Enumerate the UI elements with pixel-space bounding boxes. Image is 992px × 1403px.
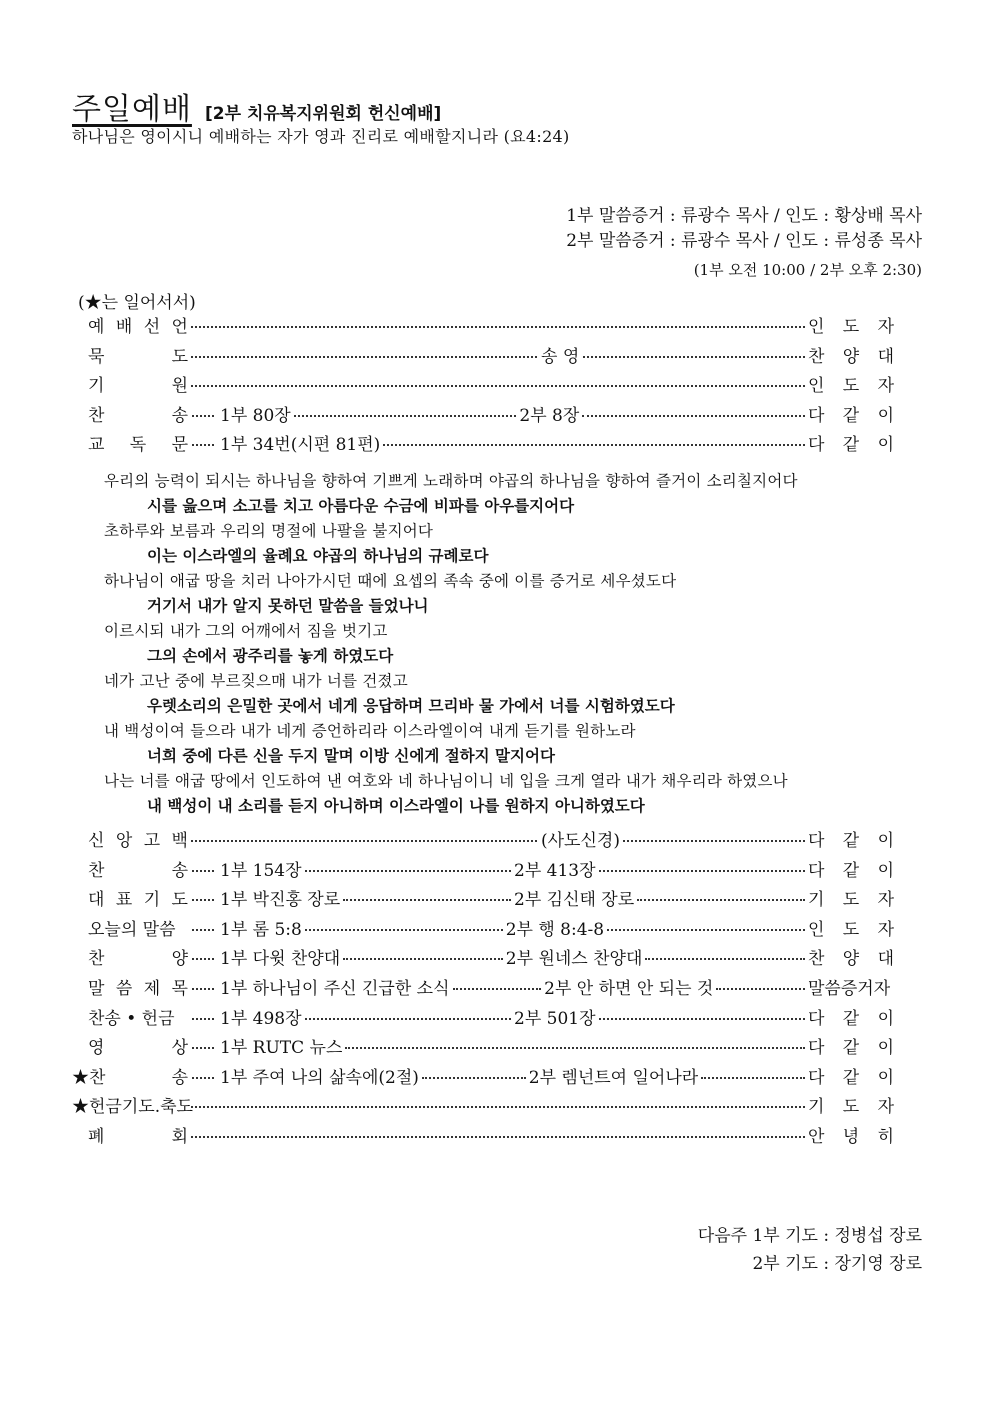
dot-leader bbox=[192, 1018, 214, 1020]
order-performer bbox=[808, 856, 894, 881]
order-label-char: 백 bbox=[171, 831, 188, 851]
dot-leader bbox=[599, 1018, 805, 1020]
order-performer-char: 인 bbox=[808, 376, 825, 397]
order-label bbox=[88, 826, 188, 851]
reading-people-line: 그의 손에서 광주리를 놓게 하였도다 bbox=[147, 647, 394, 665]
order-performer-char: 같 bbox=[842, 435, 860, 456]
order-detail-1: 1부 80장 bbox=[220, 405, 291, 426]
dot-leader bbox=[192, 929, 214, 931]
order-label bbox=[88, 856, 188, 881]
order-performer-char: 같 bbox=[842, 1038, 860, 1059]
reading-leader-line: 나는 너를 애굽 땅에서 인도하여 낸 여호와 네 하나님이니 네 입을 크게 열라 내가 채우리라 하였으나 bbox=[104, 772, 788, 790]
order-performer-char: 도 bbox=[842, 919, 860, 940]
dot-leader bbox=[191, 326, 805, 328]
order-performer-char: 다 bbox=[808, 1038, 825, 1059]
order-detail-1: 1부 롬 5:8 bbox=[220, 919, 302, 940]
dot-leader bbox=[343, 899, 511, 901]
reading-leader-line: 하나님이 애굽 땅을 치러 나아가시던 때에 요셉의 족속 중에 이를 증거로 세우셨도다 bbox=[104, 572, 677, 590]
order-performer bbox=[808, 974, 894, 999]
order-performer-char: 다 bbox=[808, 1008, 825, 1029]
order-performer bbox=[808, 401, 894, 426]
order-performer-char: 이 bbox=[877, 405, 894, 426]
dot-leader bbox=[192, 415, 214, 417]
order-performer-char: 대 bbox=[877, 346, 894, 367]
order-label-char: 독 bbox=[129, 435, 147, 456]
dot-leader bbox=[191, 385, 805, 387]
order-performer-char: 말씀증거자 bbox=[808, 978, 891, 999]
order-label-char: 앙 bbox=[115, 831, 133, 851]
order-performer-char: 히 bbox=[877, 1126, 894, 1147]
order-detail-1: 1부 하나님이 주신 긴급한 소식 bbox=[220, 978, 450, 999]
page-title: 주일예배 bbox=[72, 92, 192, 127]
order-performer-char: 이 bbox=[877, 831, 894, 851]
service-times: (1부 오전 10:00 / 2부 오후 2:30) bbox=[693, 261, 922, 279]
order-performer-char: 인 bbox=[808, 317, 825, 337]
order-performer-char: 안 bbox=[808, 1126, 825, 1147]
dot-leader bbox=[607, 929, 805, 931]
order-label-char: 회 bbox=[171, 1126, 188, 1147]
order-label-char: 선 bbox=[143, 317, 161, 337]
dot-leader bbox=[716, 988, 805, 990]
dot-leader bbox=[192, 870, 214, 872]
order-row bbox=[88, 826, 894, 856]
order-performer-char: 자 bbox=[877, 919, 894, 940]
order-performer-char: 기 bbox=[808, 890, 825, 911]
dot-leader bbox=[637, 899, 805, 901]
dot-leader bbox=[305, 870, 511, 872]
order-performer-char: 다 bbox=[808, 1067, 825, 1088]
dot-leader bbox=[294, 415, 517, 417]
order-label bbox=[72, 1063, 188, 1088]
order-row bbox=[88, 974, 894, 1004]
order-performer-char: 다 bbox=[808, 435, 825, 456]
order-performer-char: 자 bbox=[877, 317, 894, 337]
order-detail-2: 2부 원네스 찬양대 bbox=[505, 949, 643, 970]
dot-leader bbox=[701, 1077, 805, 1079]
order-performer-char: 같 bbox=[842, 1008, 860, 1029]
order-detail-1: 1부 RUTC 뉴스 bbox=[220, 1038, 343, 1059]
reading-people-line: 너희 중에 다른 신을 두지 말며 이방 신에게 절하지 말지어다 bbox=[147, 747, 555, 765]
reading-people-line: 시를 읊으며 소고를 치고 아름다운 수금에 비파를 아우를지어다 bbox=[147, 497, 575, 515]
reading-people-line: 우렛소리의 은밀한 곳에서 네게 응답하며 므리바 물 가에서 너를 시험하였도다 bbox=[147, 697, 675, 715]
order-row bbox=[88, 1033, 894, 1063]
dot-leader bbox=[582, 415, 805, 417]
order-detail-1: 1부 154장 bbox=[220, 860, 302, 881]
order-performer-char: 양 bbox=[842, 346, 860, 367]
dot-leader bbox=[192, 1077, 214, 1079]
order-label-char: 상 bbox=[171, 1038, 188, 1059]
dot-leader bbox=[191, 840, 805, 842]
order-label-char: 찬 bbox=[88, 949, 105, 970]
order-row bbox=[88, 342, 894, 372]
order-performer bbox=[808, 915, 894, 940]
order-detail-1: 1부 34번(시편 81편) bbox=[220, 435, 381, 456]
order-label-char: ★찬 bbox=[72, 1067, 106, 1088]
dot-leader bbox=[191, 1106, 805, 1108]
order-performer-char: 양 bbox=[842, 949, 860, 970]
order-performer-char: 자 bbox=[877, 890, 894, 911]
order-label-char: 예 bbox=[88, 317, 105, 337]
order-row bbox=[88, 885, 894, 915]
order-performer bbox=[808, 430, 894, 455]
dot-leader bbox=[343, 958, 503, 960]
page-subtitle: [2부 치유복지위원회 헌신예배] bbox=[205, 104, 442, 124]
order-performer bbox=[808, 371, 894, 396]
order-performer bbox=[808, 1122, 894, 1147]
order-row bbox=[72, 1063, 895, 1093]
order-label-char: 찬 bbox=[88, 405, 105, 426]
order-label-char: 묵 bbox=[88, 346, 105, 367]
order-performer bbox=[808, 944, 894, 969]
order-performer-char: 도 bbox=[842, 890, 860, 911]
order-row bbox=[88, 371, 894, 401]
reading-leader-line: 초하루와 보름과 우리의 명절에 나팔을 불지어다 bbox=[104, 522, 434, 540]
minister-line-2: 2부 말씀증거 : 류광수 목사 / 인도 : 류성종 목사 bbox=[566, 231, 922, 251]
order-label bbox=[88, 371, 188, 396]
order-detail-1: 1부 박진홍 장로 bbox=[220, 890, 341, 911]
order-performer-char: 같 bbox=[842, 1067, 860, 1088]
order-performer-char: 인 bbox=[808, 919, 825, 940]
order-performer-char: 녕 bbox=[842, 1126, 860, 1147]
order-label-char: 영 bbox=[88, 1038, 105, 1059]
dot-leader bbox=[599, 870, 805, 872]
order-detail-1: 1부 다윗 찬양대 bbox=[220, 949, 341, 970]
order-detail-1: 1부 주여 나의 삶속에(2절) bbox=[220, 1067, 419, 1088]
order-of-service-top bbox=[88, 312, 894, 460]
order-label-char: 도 bbox=[171, 346, 188, 367]
order-row bbox=[88, 856, 894, 886]
order-label-char: ★헌금기도.축도 bbox=[72, 1097, 193, 1118]
next-week-line-2: 2부 기도 : 장기영 장로 bbox=[752, 1254, 922, 1274]
order-detail-2: 2부 행 8:4-8 bbox=[505, 919, 605, 940]
page-header bbox=[72, 84, 441, 128]
order-performer bbox=[808, 1063, 894, 1088]
dot-leader bbox=[192, 988, 214, 990]
order-label bbox=[88, 1004, 188, 1029]
order-label bbox=[88, 401, 188, 426]
order-performer-char: 찬 bbox=[808, 346, 825, 367]
order-performer-char: 이 bbox=[877, 435, 894, 456]
order-performer-char: 다 bbox=[808, 831, 825, 851]
order-performer-char: 이 bbox=[877, 1067, 895, 1088]
order-of-service-bottom bbox=[72, 826, 895, 1152]
order-performer bbox=[808, 312, 894, 337]
order-detail-2: 2부 안 하면 안 되는 것 bbox=[544, 978, 714, 999]
order-label-char: 목 bbox=[171, 978, 188, 999]
order-performer-char: 이 bbox=[877, 860, 894, 881]
order-label bbox=[88, 1122, 188, 1147]
order-performer-char: 같 bbox=[842, 831, 860, 851]
order-label-char: 신 bbox=[88, 831, 105, 851]
dot-leader bbox=[192, 1047, 214, 1049]
order-performer-char: 다 bbox=[808, 860, 825, 881]
reading-leader-line: 내 백성이여 들으라 내가 네게 증언하리라 이스라엘이여 내게 듣기를 원하노라 bbox=[104, 722, 636, 740]
order-label bbox=[88, 342, 188, 367]
theme-verse: 하나님은 영이시니 예배하는 자가 영과 진리로 예배할지니라 (요4:24) bbox=[72, 127, 570, 146]
order-label bbox=[88, 312, 188, 337]
order-performer-char: 찬 bbox=[808, 949, 825, 970]
order-label-char: 폐 bbox=[88, 1126, 105, 1147]
reading-leader-line: 우리의 능력이 되시는 하나님을 향하여 기쁘게 노래하며 야곱의 하나님을 향하여 즐거이 소리칠지어다 bbox=[104, 472, 798, 490]
order-label-char: 언 bbox=[171, 317, 188, 337]
order-label-char: 고 bbox=[143, 831, 161, 851]
order-row bbox=[88, 401, 894, 431]
order-label-char: 대 bbox=[88, 890, 105, 911]
order-row bbox=[88, 312, 894, 342]
reading-leader-line: 네가 고난 중에 부르짖으매 내가 너를 건졌고 bbox=[104, 672, 408, 690]
order-performer-char: 자 bbox=[877, 1097, 894, 1118]
order-label-char: 말 bbox=[88, 978, 105, 999]
order-label-char: 양 bbox=[171, 949, 188, 970]
dot-leader bbox=[305, 929, 503, 931]
reading-people-line: 이는 이스라엘의 율례요 야곱의 하나님의 규례로다 bbox=[147, 547, 489, 565]
order-center-text: 송 영 bbox=[538, 342, 582, 367]
order-label bbox=[88, 915, 188, 940]
order-row bbox=[88, 1004, 894, 1034]
order-center-text: (사도신경) bbox=[538, 826, 623, 851]
order-detail-2: 2부 501장 bbox=[514, 1008, 596, 1029]
order-label bbox=[88, 885, 188, 910]
reading-people-line: 거기서 내가 알지 못하던 말씀을 들었나니 bbox=[147, 597, 429, 615]
order-performer-char: 이 bbox=[877, 1038, 894, 1059]
order-label-char: 교 bbox=[88, 435, 105, 456]
reading-leader-line: 이르시되 내가 그의 어깨에서 짐을 벗기고 bbox=[104, 622, 388, 640]
order-label-char: 찬 bbox=[88, 860, 105, 881]
order-performer-char: 이 bbox=[877, 1008, 894, 1029]
order-label-char: 제 bbox=[143, 978, 161, 999]
order-label-char: 표 bbox=[115, 890, 133, 911]
order-label-char: 기 bbox=[143, 890, 161, 911]
order-label-char: 송 bbox=[171, 1067, 188, 1088]
order-label-char: 씀 bbox=[115, 978, 133, 999]
dot-leader bbox=[191, 356, 805, 358]
order-label-char: 찬송 • 헌금 bbox=[88, 1008, 175, 1029]
order-label-char: 문 bbox=[171, 435, 188, 456]
order-label-char: 기 bbox=[88, 376, 105, 397]
order-performer-char: 같 bbox=[842, 860, 860, 881]
order-label bbox=[88, 430, 188, 455]
order-label bbox=[72, 1092, 193, 1118]
order-row bbox=[88, 944, 894, 974]
dot-leader bbox=[192, 958, 214, 960]
order-label bbox=[88, 944, 188, 969]
dot-leader bbox=[191, 1136, 805, 1138]
order-label-char: 도 bbox=[171, 890, 188, 911]
order-performer bbox=[808, 826, 894, 851]
order-detail-2: 2부 김신태 장로 bbox=[514, 890, 635, 911]
next-week-prayer bbox=[698, 1222, 922, 1278]
order-performer-char: 자 bbox=[877, 376, 894, 397]
minister-line-1: 1부 말씀증거 : 류광수 목사 / 인도 : 황상배 목사 bbox=[566, 206, 922, 226]
dot-leader bbox=[305, 1018, 511, 1020]
order-performer-char: 대 bbox=[877, 949, 895, 970]
order-performer-char: 도 bbox=[842, 376, 860, 397]
order-performer bbox=[808, 1092, 894, 1117]
order-row bbox=[88, 1122, 894, 1152]
order-performer bbox=[808, 1033, 894, 1058]
reading-people-line: 내 백성이 내 소리를 듣지 아니하며 이스라엘이 나를 원하지 아니하였도다 bbox=[147, 797, 645, 815]
dot-leader bbox=[422, 1077, 526, 1079]
order-performer bbox=[808, 1004, 894, 1029]
order-detail-2: 2부 8장 bbox=[519, 405, 580, 426]
order-performer bbox=[808, 342, 894, 367]
order-detail-2: 2부 렘넌트여 일어나라 bbox=[528, 1067, 699, 1088]
responsive-reading bbox=[104, 469, 904, 819]
order-detail-2: 2부 413장 bbox=[514, 860, 596, 881]
order-performer bbox=[808, 885, 894, 910]
dot-leader bbox=[383, 444, 805, 446]
order-label-char: 오늘의 말씀 bbox=[88, 919, 176, 940]
order-label bbox=[88, 974, 188, 999]
order-label-char: 배 bbox=[115, 317, 133, 337]
standing-note: (★는 일어서서) bbox=[78, 293, 196, 313]
order-label-char: 송 bbox=[171, 860, 188, 881]
dot-leader bbox=[345, 1047, 805, 1049]
order-performer-char: 같 bbox=[842, 405, 860, 426]
order-row bbox=[88, 430, 894, 460]
order-performer-char: 도 bbox=[842, 1097, 860, 1118]
order-row bbox=[72, 1092, 894, 1122]
order-performer-char: 다 bbox=[808, 405, 825, 426]
next-week-line-1: 다음주 1부 기도 : 정병섭 장로 bbox=[697, 1226, 922, 1246]
dot-leader bbox=[453, 988, 542, 990]
dot-leader bbox=[645, 958, 805, 960]
order-label-char: 원 bbox=[171, 376, 188, 397]
order-label bbox=[88, 1033, 188, 1058]
dot-leader bbox=[192, 899, 214, 901]
ministers-block bbox=[566, 204, 922, 254]
dot-leader bbox=[192, 444, 214, 446]
order-detail-1: 1부 498장 bbox=[220, 1008, 302, 1029]
order-label-char: 송 bbox=[171, 405, 188, 426]
order-performer-char: 기 bbox=[808, 1097, 825, 1118]
order-performer-char: 도 bbox=[842, 317, 860, 337]
order-row bbox=[88, 915, 894, 945]
